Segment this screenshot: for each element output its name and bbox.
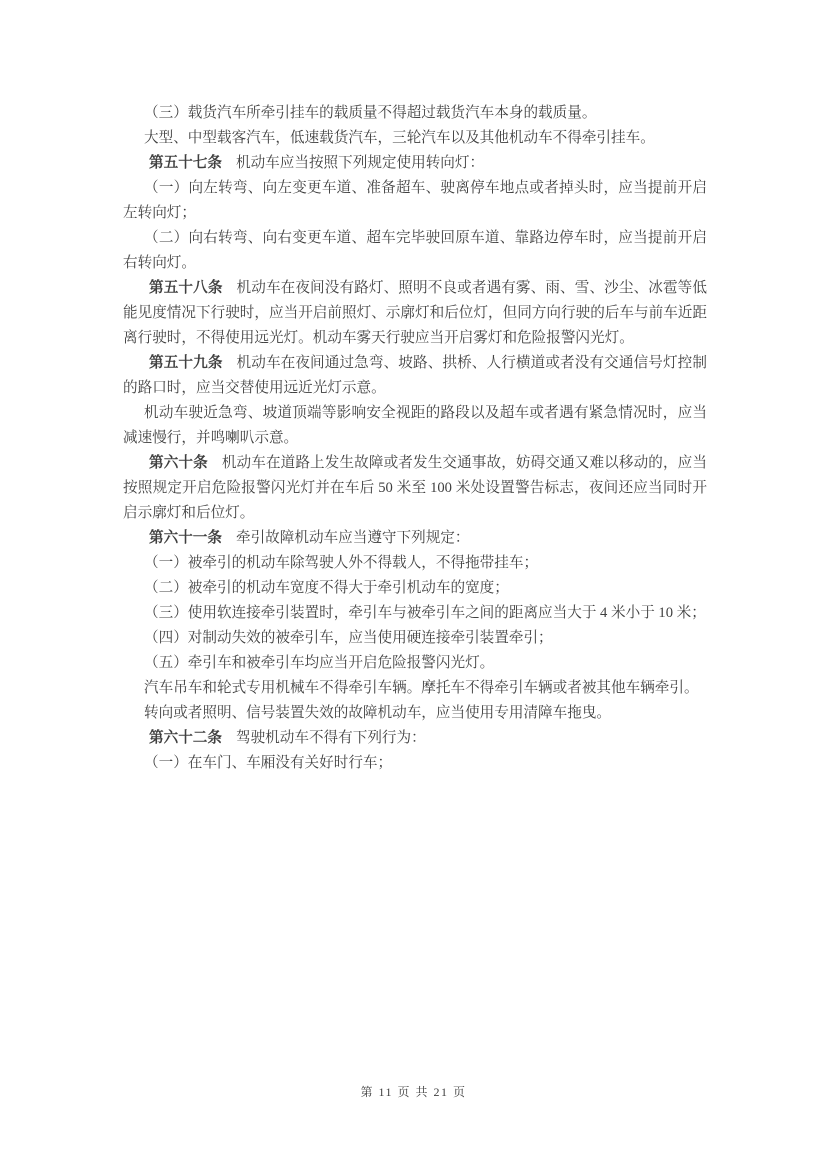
article-61-para-2: 汽车吊车和轮式专用机械车不得牵引车辆。摩托车不得牵引车辆或者被其他车辆牵引。 (144, 680, 699, 696)
article-59-number: 第五十九条 (149, 355, 223, 371)
article-62-number: 第六十二条 (149, 730, 222, 746)
page-footer (0, 1083, 827, 1100)
page-number-text: 第 11 页 共 21 页 (360, 1085, 467, 1099)
article-58-text: 机动车在夜间没有路灯、照明不良或者遇有雾、雨、雪、沙尘、冰雹等低能见度情况下行驶时，应当开启前照灯、示廓灯和后位灯，但同方向行驶的后车与前车近距离行驶时，不得使用远光灯。机动车雾天行驶应当开启雾灯和危险报警闪光灯。 (123, 280, 707, 346)
article-61-intro: 牵引故障机动车应当遵守下列规定： (235, 530, 470, 546)
article-60-number: 第六十条 (149, 455, 208, 471)
article-58 (123, 276, 707, 351)
article-60-text: 机动车在道路上发生故障或者发生交通事故，妨碍交通又难以移动的，应当按照规定开启危险报警闪光灯并在车后 50 米至 100 米处设置警告标志，夜间还应当同时开启示廓灯和后位灯。 (123, 455, 707, 521)
article-61-item-5: （五）牵引车和被牵引车均应当开启危险报警闪光灯。 (144, 655, 495, 671)
article-59-para-2: 机动车驶近急弯、坡道顶端等影响安全视距的路段以及超车或者遇有紧急情况时，应当减速慢行，并鸣喇叭示意。 (123, 405, 707, 446)
article-59-text: 机动车在夜间通过急弯、坡路、拱桥、人行横道或者没有交通信号灯控制的路口时，应当交替使用远近光灯示意。 (123, 355, 707, 396)
article-62-item-1: （一）在车门、车厢没有关好时行车； (144, 755, 393, 771)
article-61-item-1: （一）被牵引的机动车除驾驶人外不得载人，不得拖带挂车； (144, 555, 539, 571)
paragraph-clause-3: （三）载货汽车所牵引挂车的载质量不得超过载货汽车本身的载质量。 (144, 105, 597, 121)
article-61-item-4: （四）对制动失效的被牵引车，应当使用硬连接牵引装置牵引； (144, 630, 553, 646)
article-57-item-1: （一）向左转弯、向左变更车道、准备超车、驶离停车地点或者掉头时，应当提前开启左转向灯； (123, 180, 707, 221)
article-57-intro: 机动车应当按照下列规定使用转向灯： (235, 155, 485, 171)
article-57-number: 第五十七条 (149, 155, 222, 171)
article-61-item-2: （二）被牵引的机动车宽度不得大于牵引机动车的宽度； (144, 580, 509, 596)
paragraph-towing-ban: 大型、中型载客汽车，低速载货汽车，三轮汽车以及其他机动车不得牵引挂车。 (144, 130, 655, 146)
article-57-item-2: （二）向右转弯、向右变更车道、超车完毕驶回原车道、靠路边停车时，应当提前开启右转向灯。 (123, 230, 707, 271)
article-62-intro: 驾驶机动车不得有下列行为： (235, 730, 426, 746)
article-58-number: 第五十八条 (149, 280, 223, 296)
article-60 (123, 451, 707, 526)
article-62 (123, 726, 707, 751)
article-61-item-3: （三）使用软连接牵引装置时，牵引车与被牵引车之间的距离应当大于 4 米小于 10 米； (144, 605, 706, 621)
article-61-number: 第六十一条 (149, 530, 222, 546)
article-59 (123, 351, 707, 401)
article-61 (123, 526, 707, 551)
article-61-para-3: 转向或者照明、信号装置失效的故障机动车，应当使用专用清障车拖曳。 (144, 705, 612, 721)
article-57 (123, 151, 707, 176)
document-body (123, 101, 707, 776)
